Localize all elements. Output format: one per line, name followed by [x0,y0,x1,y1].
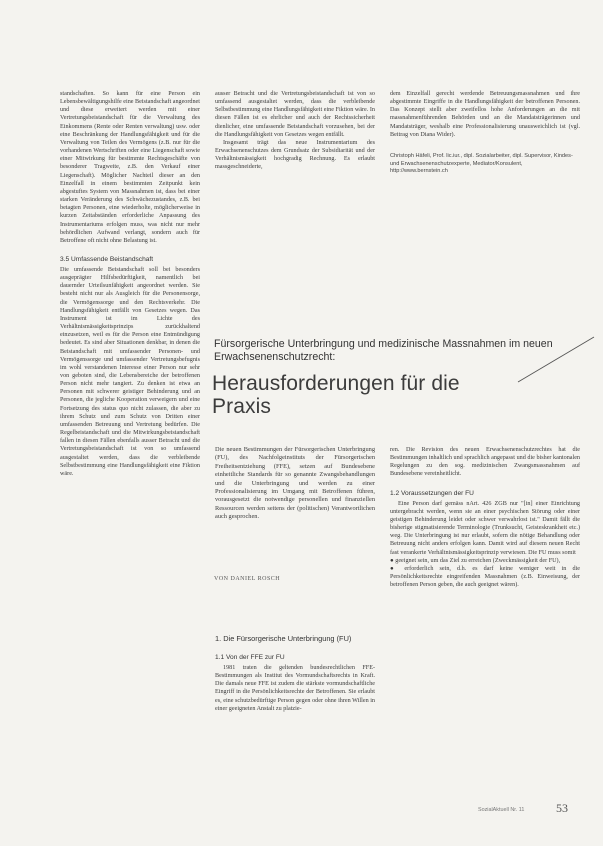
column-2-top [215,90,375,254]
col3-paragraph-1: dem Einzelfall gerecht werdende Betreuungsmassnahmen und ihre abgestimmte Eingriffe in die Handlungsfähigkeit der betroffenen Personen. Das Konzept stellt aber zweifellos hohe Anforderungen an die mit massnahmenführenden Behörden und an die Mandatsträgerinnen und Mandatsträger, weshalb eine Professionalisierung unausweichlich ist (vgl. Beitrag von Diana Wider). [390,91,580,138]
section-heading: 1. Die Fürsorgerische Unterbringung (FU) [215,634,352,643]
column-3-bottom [390,446,580,796]
article-byline: VON DANIEL ROSCH [214,576,281,582]
col2-paragraph-1: ausser Betracht und die Vertretungsbeistandschaft ist von so umfassend ausgestaltet werden, dass die verbleibende Selbstbestimmung eine Handlungsfähigkeit eine Fiktion wäre. In diesen Fällen ist es ehrlicher und auch der Rechtssicherheit dienlicher, eine umfassende Beistandschaft vorzusehen, bei der die Handlungsfähigkeit von Gesetzes wegen entfällt. [215,91,375,138]
page-number: 53 [556,801,568,815]
column-2-bottom [215,446,375,572]
col3-paragraph-3: Eine Person darf gemäss nArt. 426 ZGB nur "[in] einer Einrichtung untergebracht werden, wenn sie an einer psychischen Störung oder einer geistigen Behinderung leidet oder schwer verwahrlost ist." Damit fällt die bisherige stigmatisierende Terminologie (Trunksucht, Geisteskrankheit etc.) weg. Die Unterbringung ist nur erlaubt, sofern die nötige Behandlung oder Betreuung nicht anders erfolgen kann. Damit wird auf diesem neuen Recht fast verankerte Verhältnismässigkeitsprinzip verwiesen. Die FU muss somit [390,500,580,556]
column-1 [60,90,200,832]
article-kicker: Fürsorgerische Unterbringung und medizinische Massnahmen im neuen Erwachsenenschutzrecht: [214,338,553,363]
author-note: Christoph Häfeli, Prof. lic.iur., dipl. Sozialarbeiter, dipl. Supervisor, Kindes- und Erwachsenenschutzexperte, Mediator/Konsulent, http://www.bernstein.ch [390,153,573,174]
col3-paragraph-2: ren. Die Revision des neuen Erwachsenenschutzrechtes hat die Bestimmungen inhaltlich und sprachlich angepasst und die bisher kantonalen Regelungen zu den sog. medizinischen Zwangsmassnahmen auf Bundesebene vereinheitlicht. [390,447,580,478]
article-headline: Herausforderungen für die Praxis [212,372,460,418]
footer-source: SozialAktuell Nr. 11 [478,807,525,813]
col2-paragraph-2: Insgesamt trägt das neue Instrumentarium des Erwachsenenschutzes dem Grundsatz der Subsidiarität und der Verhältnismässigkeit hochgradig Rechnung. Es erlaubt massgeschneiderte, [215,139,375,171]
col1-paragraph-1: standschaften. So kann für eine Person ein Lebensbewältigungshilfe eine Beistandschaft angeordnet und diese erweitert werden mit einer Vertretungsbeistandschaft für die Verwaltung des Einkommens (Rente oder Renten verwaltung) usw. oder eine Beschränkung der Handlungsfähigkeit und für die Verwaltung von Teilen des Vermögens (z.B. nur für die vorhandenen Wertschriften oder eine Liegenschaft sowie einer Mitwirkung für bestimmte Rechtsgeschäfte von besonderer Tragweite, z.B. den Verkauf einer Liegenschaft). Möglicher Nachteil dieser an den Einzelfall in einem bestimmten Zeitpunkt kein abgestuftes System von Massnahmen ist, dass bei einer starken Veränderung des Schwächezustandes, z.B. bei betagten Personen, eine wiederholte, möglicherweise in kurzen Zeitabständen erforderliche Anpassung des Instrumentariums erfolgen muss, was nicht nur mehr behördlichen Aufwand verlangt, sondern auch für Betroffene oft nicht ohne Belastung ist. [60,91,200,244]
decorative-line [516,334,596,384]
column-2-section [215,634,375,834]
col1-paragraph-2: Die umfassende Beistandschaft soll bei besonders ausgeprägter Hilfsbedürftigkeit, namentlich bei dauernder Urteilsunfähigkeit angeordnet werden. Sie besteht nicht nur als Ausgleich für die Personensorge, die Vermögenssorge und den Rechtsverkehr. Die Handlungsfähigkeit entfällt von Gesetzes wegen. Das Instrument ist im Lichte des Verhältnismässigkeitsprinzips zurückhaltend einzusetzen, weil es für die Person eine Entmündigung bedeutet. Es sind aber Situationen denkbar, in denen die Beistandschaft mit umfassender Personen- und Vermögenssorge und umfassender Vertretungsbefugnis im wohl verstandenen Interesse einer Person nur sehr von geboten sind, die Lebensbereiche der betroffenen Person nicht mehr tangiert. Zu denken ist etwa an Personen mit schwerer geistiger Behinderung und an Personen, die jegliche Kooperation verweigern und eine Fortsetzung des status quo nicht zulassen, die aber zu ihrem Schutz und zum Schutz von Dritten einer umfassenden Betreuung und Vertretung bedürfen. Die Regelbeistandschaft und die Mitwirkungsbeistandschaft fallen in diesen Fällen ebenfalls ausser Betracht und die Vertretungsbeistandschaft ist von so umfassend ausgestaltet werden, dass die verbleibende Selbstbestimmung eine Handlungsfähigkeit eine Fiktion wäre. [60,266,200,477]
col1-heading: 3.5 Umfassende Beistandschaft [60,255,154,263]
article-intro: Die neuen Bestimmungen der Fürsorgerischen Unterbringung (FU), des Nachfolgeinstituts der Fürsorgerischen Freiheitsentziehung (FFE), setzen auf Bundesebene einheitliche Standards für so genannte Zwangsbehandlungen und die Unterbringung und werden zu einer Professionalisierung im Umgang mit Betroffenen führen, vorausgesetzt die notwendige personellen und finanziellen Ressourcen werden seitens der (politischen) Verantwortlichen auch gesprochen. [215,446,375,521]
section-paragraph-1: 1981 traten die geltenden bundesrechtlichen FFE-Bestimmungen als Institut des Vormundschaftsrechts in Kraft. Die damals neue FFE ist zudem die stärkste vormundschaftliche Eingriff in die Persönlichkeitsrechte der Betroffenen. Sie erlaubt es, eine schutzbedürftige Person gegen oder ohne ihren Willen in einer geeigneten Anstalt zu platzie- [215,665,375,712]
subheading-1-1: 1.1 Von der FFE zur FU [215,654,285,661]
bullet-item-1: ● geeignet sein, um das Ziel zu erreichen (Zweckmässigkeit der FU), [390,557,561,564]
bullet-item-2: ● erforderlich sein, d.h. es darf keine weniger weit in die Persönlichkeitsrechte eingreifenden Massnahmen (z.B. Einweisung, der betroffenen Person geben, die auch geeignet wären). [390,565,580,589]
column-3-top [390,90,580,148]
subheading-1-2: 1.2 Voraussetzungen der FU [390,489,474,497]
